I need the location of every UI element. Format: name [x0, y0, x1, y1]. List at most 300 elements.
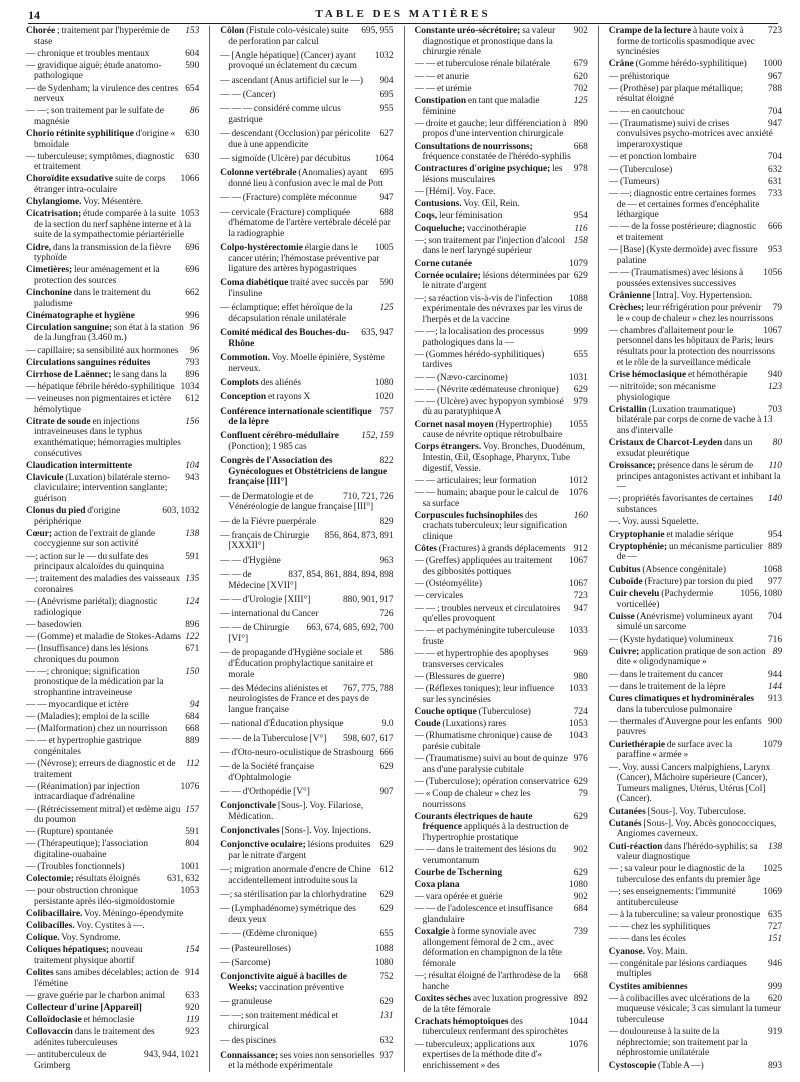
entry-heading: Clonus du pied [26, 506, 86, 517]
index-entry [415, 373, 588, 384]
entry-heading: Complots [220, 377, 259, 388]
entry-page-refs: 904 [375, 76, 393, 87]
index-entry [415, 72, 588, 83]
entry-text: des tuberculeux renfermant des spirochètes [422, 1016, 569, 1038]
entry-text: dans la tuberculose pulmonaire [616, 704, 733, 715]
entry-heading: Coxalgie [414, 927, 450, 938]
entry-text: — — (Traumatismes) avec lésions à poussées extensives successives [608, 267, 744, 289]
entry-page-refs: 896 [181, 620, 199, 631]
entry-text: (Fistule colo-vésicale) suite de perforation par calcul [228, 26, 349, 47]
entry-text: [Sons-]. Voy. Injections. [281, 826, 371, 837]
entry-text: — — d'Orthopédie [V°] [220, 787, 310, 797]
entry-text: — — chez les syphilitiques [608, 922, 711, 933]
index-entry [220, 648, 393, 680]
index-entry [609, 842, 782, 863]
entry-text: — à colibacilles avec ulcérations de la muqueuse vésicale; 3 cas simulant la tumeur tuberculeuse [608, 993, 781, 1026]
entry-page-refs: 902 [570, 26, 588, 37]
entry-text: — — ; troubles nerveux et circulatoires qu'elles provoquent [414, 603, 561, 625]
index-entry [609, 59, 782, 70]
index-entry [26, 346, 199, 357]
entry-heading: Cuti-réaction [608, 841, 663, 852]
entry-text: vaccinothérapie [466, 223, 527, 234]
entry-heading: Courants électriques de haute fréquence [414, 811, 533, 833]
index-entry [415, 789, 588, 810]
entry-text: — descendant (Occlusion) par péricolite due à une appendicite [220, 129, 371, 150]
entry-text: — — d'Hygiène [220, 555, 281, 566]
entry-text: — — articulaires; leur formation [414, 475, 537, 486]
index-entry [220, 1036, 393, 1047]
entry-heading: Cornet nasal moyen [414, 419, 494, 430]
index-entry [220, 303, 393, 324]
entry-text: — hépatique fébrile hérédo-syphilitique [26, 381, 175, 392]
index-entry [415, 511, 588, 543]
entry-page-refs: 131 [375, 1011, 393, 1022]
entry-text: (Anomalies) ayant donné lieu à confusion avec le mal de Pott [228, 168, 384, 189]
entry-text: — ascendant (Anus artificiel sur le —) [220, 75, 364, 86]
entry-page-refs: 632 [764, 165, 782, 176]
entry-page-refs: 586 [375, 648, 393, 659]
entry-page-refs: 632 [375, 1036, 393, 1047]
entry-heading: Cristaux de Charcot-Leyden [608, 438, 723, 449]
entry-heading: Constipation [414, 95, 467, 106]
entry-page-refs: 684 [570, 904, 588, 915]
entry-text: — (Thérapeutique); l'association digitaline-ouabaïne [26, 839, 149, 860]
entry-page-refs: 1055 [565, 420, 588, 431]
entry-text: (Anévrisme) volumineux ayant simulé un sarcome [616, 611, 753, 633]
entry-heading: Corpuscules fuchsinophiles [414, 510, 524, 521]
entry-text: — sigmoïde (Ulcère) par décubitus [220, 154, 351, 165]
entry-page-refs: 969 [570, 649, 588, 660]
entry-heading: Cryptophanie [608, 529, 665, 540]
index-entry [220, 129, 393, 150]
index-entry [26, 106, 199, 127]
index-column-2 [220, 26, 393, 1072]
entry-text: des crachats tuberculeux; leur signification clinique [422, 510, 568, 542]
entry-heading: Cinématographe et hygiène [26, 310, 135, 321]
index-entry [26, 712, 199, 723]
index-entry [26, 921, 199, 932]
entry-page-refs: 943 [181, 473, 199, 484]
entry-page-refs: 757 [375, 407, 393, 418]
entry-text: et hémothérapie [687, 369, 748, 380]
entry-page-refs: 954 [570, 211, 588, 222]
entry-text: lésions déterminées par le nitrate d'argent [422, 270, 570, 292]
entry-text: —. Voy. aussi Squelette. [608, 517, 699, 528]
index-entry [415, 84, 588, 95]
entry-text: (Tuberculose) [478, 706, 531, 717]
index-entry [609, 910, 782, 921]
index-entry [415, 488, 588, 509]
entry-heading: Curiethérapie [608, 739, 665, 750]
entry-text: un mécanisme particulier de — [616, 541, 763, 563]
entry-text: élargie dans le cancer utérin; l'hémostase préventive par ligature des artères hypogastriques [228, 242, 380, 275]
entry-text: — — en caoutchouc [608, 106, 685, 117]
entry-text: (Table A —) [658, 1060, 704, 1071]
entry-page-refs: 96 [186, 323, 199, 334]
entry-text: — ; sa valeur pour le diagnostic de la tuberculose des enfants du premier âge [608, 864, 761, 885]
entry-page-refs: 1080 [371, 378, 394, 389]
entry-text: leur féminisation [439, 211, 503, 222]
index-entry [609, 303, 782, 324]
index-entry [415, 420, 588, 441]
entry-page-refs: 629 [375, 890, 393, 901]
entry-text: — — (Cancer) [220, 90, 276, 101]
index-entry [415, 626, 588, 647]
entry-page-refs: 696 [181, 243, 199, 254]
header-rule [28, 23, 778, 24]
entry-heading: Coude [414, 719, 441, 729]
index-entry [415, 142, 588, 163]
entry-text: — douloureuse à la suite de la néphrectomie; son traitement par la néphrostomie unilatérale [608, 1027, 748, 1059]
index-entry [609, 682, 782, 693]
entry-heading: Conception [220, 392, 267, 403]
entry-text: — (Traumatisme) suivi de crises convulsives psycho-motrices avec anxiété imperaroxystique [608, 118, 773, 151]
entry-page-refs: 629 [375, 997, 393, 1008]
index-entry [220, 456, 393, 488]
entry-page-refs: 151 [764, 934, 782, 945]
entry-text: suite de corps étranger intra-oculaire [34, 174, 166, 196]
entry-heading: Cuivre; [608, 646, 640, 657]
index-entry [220, 1011, 393, 1032]
entry-heading: Cutanés [608, 818, 642, 829]
entry-page-refs: 629 [570, 271, 588, 282]
index-entry [609, 994, 782, 1026]
index-entry [220, 328, 393, 349]
entry-heading: Collovaccin [26, 1027, 73, 1038]
index-entry [609, 565, 782, 576]
entry-heading: Crâne [608, 59, 634, 70]
index-entry [609, 119, 782, 151]
entry-heading: Contractures d'origine psychique; [414, 164, 551, 175]
entry-page-refs: 822 [375, 456, 393, 467]
index-entry [26, 473, 199, 505]
entry-page-refs: 889 [181, 736, 199, 747]
index-entry [415, 224, 588, 235]
entry-text: — (Réanimation) par injection intracardiaque d'adrénaline [26, 781, 140, 803]
index-entry [26, 311, 199, 322]
entry-text: —; migration anormale d'encre de Chine accidentellement introduite sous la [220, 865, 371, 886]
index-entry [26, 506, 199, 527]
entry-page-refs: 947 [375, 193, 393, 204]
index-entry [220, 787, 393, 798]
entry-heading: Corps étrangers. [414, 442, 482, 453]
entry-text: — gravidique aiguë; étude anatomo-pathologique [26, 60, 162, 82]
index-entry [415, 579, 588, 590]
entry-heading: Choroïdite exsudative [26, 174, 114, 185]
entry-text: (Fractures) à grands déplacements [438, 544, 566, 555]
index-entry [415, 994, 588, 1015]
index-entry [415, 96, 588, 117]
index-entry [609, 577, 782, 588]
index-entry [220, 623, 393, 644]
entry-page-refs: 1025 [759, 864, 782, 875]
entry-page-refs: 937 [375, 1051, 393, 1062]
entry-text: en injections intraveineuses dans le typhus exanthématique; hémorragies multiples consécutives [34, 416, 181, 459]
entry-text: [Sous-]. Voy. Abcès gonococciques, Angiomes caverneux. [616, 818, 777, 840]
entry-text: de surface avec la paraffine « armée » [616, 739, 733, 761]
entry-heading: Chylangiome. [26, 197, 82, 208]
entry-page-refs: 980 [570, 672, 588, 683]
entry-page-refs: 110 [765, 461, 782, 472]
entry-page-refs: 138 [764, 842, 782, 853]
index-entry [415, 880, 588, 891]
entry-heading: Chorée [26, 26, 56, 36]
index-entry [26, 265, 199, 286]
entry-text: avec luxation progressive de la tête fémorale [422, 993, 568, 1015]
index-entry [26, 945, 199, 966]
entry-page-refs: 954 [764, 530, 782, 541]
index-entry [220, 997, 393, 1008]
index-entry [26, 827, 199, 838]
entry-text: —; propriétés favorisantes de certaines substances [608, 494, 754, 516]
index-entry [609, 1027, 782, 1059]
entry-page-refs: 912 [570, 544, 588, 555]
entry-page-refs: 793 [181, 358, 199, 369]
index-entry [220, 734, 393, 745]
entry-page-refs: 631 [764, 177, 782, 188]
index-entry [26, 197, 199, 208]
entry-text: — (Kyste hydatique) volumineux [608, 634, 734, 645]
entry-page-refs: 704 [764, 612, 782, 623]
index-entry [26, 782, 199, 803]
entry-heading: Crachats hémoptoïques [414, 1016, 509, 1027]
index-entry [415, 1017, 588, 1038]
entry-page-refs: 1066 [177, 174, 200, 185]
index-entry [609, 922, 782, 933]
entry-page-refs: 967 [764, 72, 782, 83]
entry-heading: Cœur; [26, 528, 53, 539]
entry-text: — — et hypertrophie gastrique congénitales [26, 736, 142, 757]
entry-page-refs: 138 [181, 529, 199, 540]
entry-text: — (Ostéomyélite) [414, 579, 482, 590]
entry-page-refs: 1076 [565, 1040, 588, 1051]
entry-page-refs: 953 [764, 245, 782, 256]
index-entry [609, 165, 782, 176]
index-entry [220, 748, 393, 759]
index-entry [26, 574, 199, 595]
entry-page-refs: 710, 721, 726 [339, 492, 394, 503]
entry-text: — français de Chirurgie [XXXII°] [220, 530, 310, 552]
index-entry [26, 370, 199, 381]
entry-text: —; ses enseignements: l'immunité antituberculeuse [608, 887, 736, 908]
index-entry [415, 812, 588, 844]
index-entry [26, 724, 199, 735]
entry-page-refs: 1079 [759, 740, 782, 751]
index-entry [220, 492, 393, 513]
entry-page-refs: 655 [570, 350, 588, 361]
entry-text: — —; son traitement par le sulfate de magnésie [26, 106, 164, 127]
entry-heading: Cicatrisation; [26, 209, 82, 220]
index-entry [26, 394, 199, 415]
index-entry [26, 886, 199, 907]
entry-text: Voy. Œil, Rein. [463, 199, 520, 210]
entry-text: — et ponction lombaire [608, 152, 697, 163]
index-entry [609, 84, 782, 105]
entry-text: dans le traitement du paludisme [34, 288, 151, 309]
entry-text: — — (Ulcère) avec hypopyon symbiosé dù au paratyphique A [414, 396, 564, 418]
entry-heading: Coqueluche; [414, 223, 466, 234]
entry-text: — (Maladies); emploi de la scille [26, 712, 150, 723]
entry-text: — de Dermatologie et de Vénéréologie de langue française [III°] [220, 491, 374, 513]
entry-text: ses voies non sensorielles et la méthode expérimentale [228, 1050, 375, 1072]
entry-page-refs: 671 [181, 644, 199, 655]
index-entry [26, 49, 199, 60]
entry-heading: Colibacilles. [26, 921, 75, 932]
entry-text: — (Malformation) chez un nourrisson [26, 724, 168, 735]
index-entry [26, 620, 199, 631]
entry-page-refs: 144 [764, 682, 782, 693]
entry-text: —. Voy. aussi Cancers malpighiens, Larynx (Cancer), Mâchoire supérieure (Cancer), Tumeurs malignes, Utérus, Utérus [Col] (Cancer). [608, 762, 771, 805]
entry-text: — — de l'adolescence et insuffisance glandulaire [414, 904, 553, 926]
entry-text: les lésions musculaires [422, 164, 563, 185]
entry-page-refs: 603, 1032 [158, 506, 199, 517]
index-entry [415, 904, 588, 925]
entry-text: — (Rupture) spontanée [26, 827, 113, 838]
entry-heading: Cidre, [26, 242, 52, 253]
index-entry [609, 222, 782, 243]
entry-text: action de l'extrait de glande coccygienne sur son activité [34, 528, 156, 550]
entry-text: — (Greffes) appliquées au traitement des gibbosités pottiques [414, 556, 553, 577]
entry-text: — — dans les écoles [608, 934, 686, 945]
entry-text: le sang dans la [113, 369, 167, 380]
entry-page-refs: 153 [181, 26, 199, 37]
entry-heading: Consultations de nourrissons; [414, 141, 533, 152]
index-entry [26, 874, 199, 885]
entry-text: — grave guérie par le charbon animal [26, 990, 166, 1001]
entry-page-refs: 1079 [565, 259, 588, 270]
index-entry [415, 892, 588, 903]
index-entry [609, 107, 782, 118]
entry-page-refs: 125 [375, 303, 393, 314]
entry-page-refs: 963 [375, 556, 393, 567]
entry-page-refs: 104 [181, 461, 199, 472]
index-entry [609, 717, 782, 738]
entry-text: — veineuses non pigmentaires et ictère hémolytique [26, 394, 172, 415]
entry-heading: Cimetières; [26, 265, 73, 276]
entry-page-refs: 829 [375, 517, 393, 528]
entry-text: étude comparée à la suite de la section du nerf saphène interne et à la suite de la sympathectomie périartérielle [34, 209, 192, 241]
entry-page-refs: 688 [375, 208, 393, 219]
index-entry [609, 530, 782, 541]
running-title: TABLE DES MATIÈRES [315, 8, 491, 20]
entry-page-refs: 135 [181, 574, 199, 585]
entry-heading: Conjonctive oculaire; [220, 840, 306, 851]
index-entry [26, 26, 199, 47]
index-entry [220, 517, 393, 528]
index-entry [220, 570, 393, 591]
index-entry [220, 154, 393, 165]
entry-heading: Conjonctivales [220, 826, 280, 837]
index-entry [220, 890, 393, 901]
index-entry [609, 934, 782, 945]
entry-text: —; traitement des maladies des vaisseaux coronaires [26, 574, 180, 595]
index-entry [609, 635, 782, 646]
index-entry [220, 168, 393, 189]
entry-text: en tant que maladie féminine [422, 95, 540, 117]
index-entry [609, 461, 782, 493]
entry-heading: Coxites sèches [414, 993, 472, 1004]
entry-page-refs: 668 [570, 971, 588, 982]
index-entry [609, 763, 782, 805]
index-entry [220, 431, 393, 452]
entry-text: à haute voix à forme de torticolis spasmodique avec syncinésies [616, 26, 755, 58]
entry-text: des aliénés [260, 377, 302, 388]
entry-text: dans le traitement des adénites tuberculeuses [34, 1027, 155, 1048]
index-entry [220, 208, 393, 240]
entry-page-refs: 612 [375, 865, 393, 876]
entry-heading: Coma diabétique [220, 278, 289, 289]
entry-text: — (Lymphadénome) symétrique des deux yeux [220, 904, 356, 926]
entry-page-refs: 1067 [565, 579, 588, 590]
entry-page-refs: 696 [181, 265, 199, 276]
entry-text: — de propagande d'Hygiène sociale et d'Éducation prophylactique sanitaire et morale [220, 648, 373, 680]
index-entry [415, 845, 588, 866]
entry-page-refs: 767, 775, 788 [339, 684, 394, 695]
entry-text: — — et tuberculose rénale bilatérale [414, 59, 551, 70]
entry-text: Voy. Main. [646, 946, 688, 957]
entry-page-refs: 590 [181, 61, 199, 72]
entry-text: et rayons X [267, 392, 311, 403]
entry-text: (Pachydermie vorticellée) [616, 588, 714, 610]
entry-text: — basedowien [26, 619, 82, 630]
index-entry [415, 556, 588, 577]
index-entry [220, 531, 393, 552]
entry-page-refs: 630 [181, 152, 199, 163]
entry-text: — — et anurie [414, 71, 469, 82]
index-entry [26, 839, 199, 860]
entry-text: — (Sarcome) [220, 957, 271, 968]
entry-heading: Collecteur d'urine [Appareil] [26, 1003, 142, 1014]
entry-page-refs: 1034 [177, 382, 200, 393]
entry-page-refs: 978 [570, 164, 588, 175]
index-entry [26, 736, 199, 757]
entry-heading: Crampe de la lecture [608, 26, 692, 36]
index-entry [609, 291, 782, 302]
entry-page-refs: 788 [764, 84, 782, 95]
entry-text: — —; son traitement médical et chirurgical [220, 1011, 339, 1032]
entry-page-refs: 1043 [565, 731, 588, 742]
index-entry [26, 805, 199, 826]
entry-text: — (Tuberculose) [608, 164, 673, 175]
index-entry [26, 209, 199, 241]
entry-page-refs: 629 [375, 840, 393, 851]
entry-page-refs: 695 [375, 90, 393, 101]
entry-page-refs: 723 [764, 26, 782, 37]
entry-heading: Cures climatiques et hydrominérales [608, 694, 755, 705]
entry-page-refs: 629 [570, 777, 588, 788]
entry-text: —; action sur le — du sulfate des principaux alcaloïdes du quinquina [26, 551, 164, 573]
entry-page-refs: 635 [764, 910, 782, 921]
entry-page-refs: 590 [375, 278, 393, 289]
entry-page-refs: 1053 [177, 209, 200, 220]
entry-text: ; traitement par l'hyperémie de stase [34, 26, 170, 47]
index-entry [415, 442, 588, 474]
index-entry [220, 929, 393, 940]
index-entry [220, 958, 393, 969]
entry-page-refs: 1031 [565, 373, 588, 384]
entry-page-refs: 94 [186, 700, 199, 711]
index-entry [415, 211, 588, 222]
entry-text: — — (Nævo-carcinome) [414, 372, 508, 383]
entry-text: Voy. Syndrome. [61, 933, 121, 944]
entry-page-refs: 724 [570, 707, 588, 718]
index-entry [609, 245, 782, 266]
entry-page-refs: 913 [764, 694, 782, 705]
index-entry [415, 59, 588, 70]
index-entry [609, 189, 782, 221]
entry-text: (Absence congénitale) [642, 564, 726, 575]
entry-page-refs: 955 [375, 104, 393, 115]
